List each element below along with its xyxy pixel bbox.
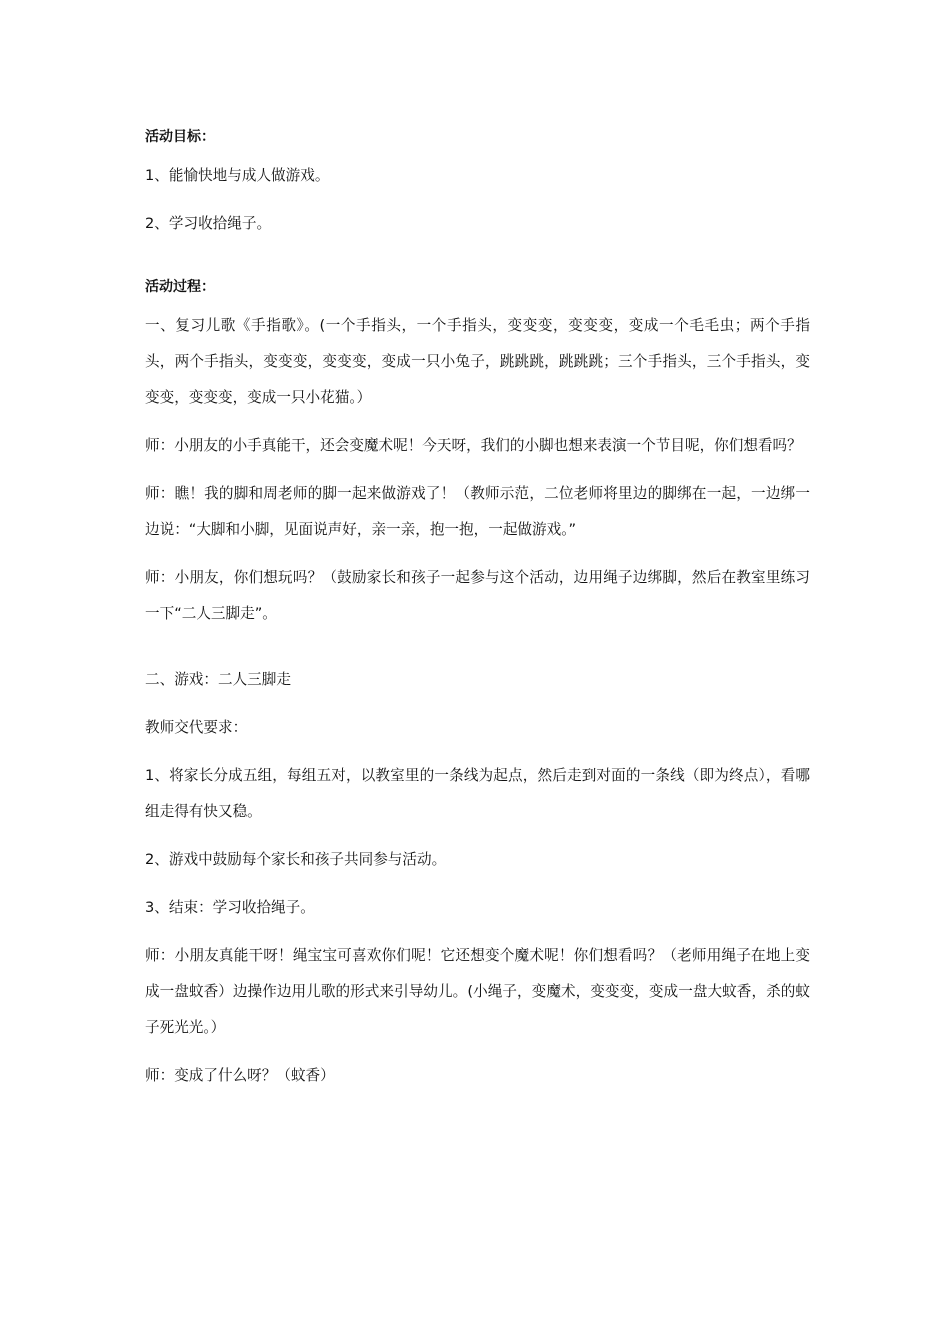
game-paragraph: 师：变成了什么呀？（蚊香）: [145, 1067, 335, 1084]
requirement-item: 1、将家长分成五组，每组五对，以教室里的一条线为起点，然后走到对面的一条线（即为终点），看哪组走得有快又稳。: [145, 767, 810, 820]
process-paragraph: 师：小朋友，你们想玩吗？（鼓励家长和孩子一起参与这个活动，边用绳子边绑脚，然后在教室里练习一下“二人三脚走”。: [145, 569, 810, 622]
process-paragraph: 师：小朋友的小手真能干，还会变魔术呢！今天呀，我们的小脚也想来表演一个节目呢，你们想看吗？: [145, 437, 802, 454]
requirement-item: 3、结束：学习收拾绳子。: [145, 899, 315, 916]
document-page: [145, 122, 810, 1106]
requirement-item: 2、游戏中鼓励每个家长和孩子共同参与活动。: [145, 851, 447, 868]
game-paragraph: 师：小朋友真能干呀！绳宝宝可喜欢你们呢！它还想变个魔术呢！你们想看吗？（老师用绳子在地上变成一盘蚊香）边操作边用儿歌的形式来引导幼儿。(小绳子，变魔术，变变变，变成一盘大蚊香，杀的蚊子死光光。）: [145, 947, 810, 1036]
process-paragraph: 一、复习儿歌《手指歌》。(一个手指头，一个手指头，变变变，变变变，变成一个毛毛虫；两个手指头，两个手指头，变变变，变变变，变成一只小兔子，跳跳跳，跳跳跳；三个手指头，三个手指头，变变变，变变变，变成一只小花猫。）: [145, 317, 810, 406]
goal-item: 1、能愉快地与成人做游戏。: [145, 167, 330, 184]
game-title: 二、游戏：二人三脚走: [145, 671, 291, 688]
goal-item: 2、学习收拾绳子。: [145, 215, 272, 232]
process-heading: 活动过程：: [145, 279, 215, 295]
process-paragraph: 师：瞧！我的脚和周老师的脚一起来做游戏了！（教师示范，二位老师将里边的脚绑在一起，一边绑一边说：“大脚和小脚，见面说声好，亲一亲，抱一抱，一起做游戏。”: [145, 485, 810, 538]
goals-heading: 活动目标：: [145, 129, 215, 145]
requirements-label: 教师交代要求：: [145, 719, 248, 736]
